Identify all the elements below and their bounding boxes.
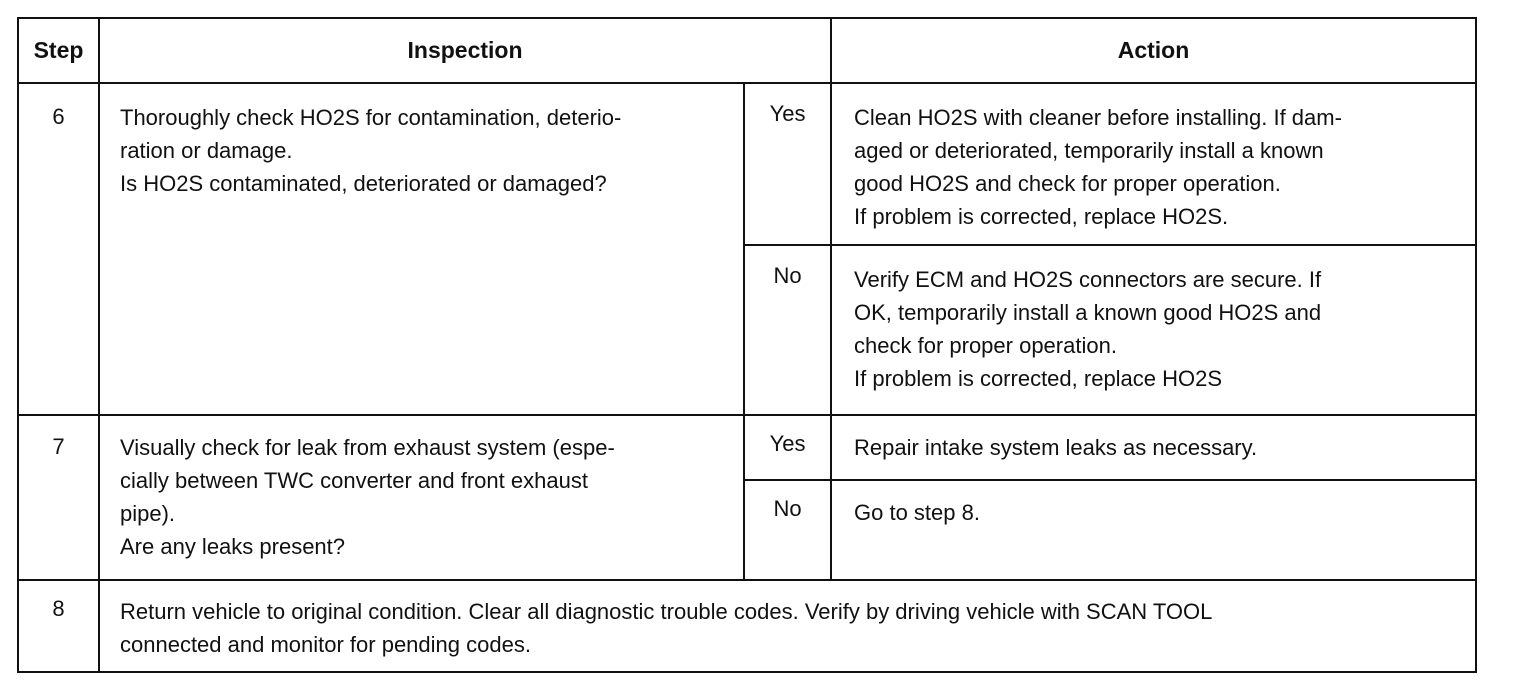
step-number: 8 xyxy=(18,580,99,672)
action-line: If problem is corrected, replace HO2S. xyxy=(854,204,1229,229)
action-line: good HO2S and check for proper operation. xyxy=(854,171,1281,196)
diagnostic-table xyxy=(17,17,1477,673)
table-row xyxy=(18,580,1476,672)
action-line: Repair intake system leaks as necessary. xyxy=(854,435,1258,460)
header-row xyxy=(18,18,1476,83)
no-label: No xyxy=(744,480,831,580)
header-action: Action xyxy=(831,18,1476,83)
full-width-cell xyxy=(99,580,1476,672)
inspection-line: pipe). xyxy=(120,501,176,526)
yes-action-cell xyxy=(831,83,1476,245)
step-number: 7 xyxy=(18,415,99,580)
header-step: Step xyxy=(18,18,99,83)
inspection-cell xyxy=(99,415,744,580)
inspection-line: Thoroughly check HO2S for contamination, deterio- xyxy=(120,105,622,130)
action-line: check for proper operation. xyxy=(854,333,1117,358)
inspection-line: cially between TWC converter and front exhaust xyxy=(120,468,588,493)
action-line: Clean HO2S with cleaner before installing. If dam- xyxy=(854,105,1342,130)
action-line: OK, temporarily install a known good HO2S and xyxy=(854,300,1322,325)
action-line: Verify ECM and HO2S connectors are secure. If xyxy=(854,267,1322,292)
inspection-line: Are any leaks present? xyxy=(120,534,346,559)
table-row xyxy=(18,83,1476,245)
inspection-line: Is HO2S contaminated, deteriorated or damaged? xyxy=(120,171,607,196)
no-action-cell xyxy=(831,245,1476,415)
inspection-line: ration or damage. xyxy=(120,138,293,163)
action-line: If problem is corrected, replace HO2S xyxy=(854,366,1223,391)
yes-label: Yes xyxy=(744,415,831,480)
yes-action-cell xyxy=(831,415,1476,480)
action-line: Go to step 8. xyxy=(854,500,980,525)
action-line: aged or deteriorated, temporarily install a known xyxy=(854,138,1324,163)
no-label: No xyxy=(744,245,831,415)
action-line: Return vehicle to original condition. Clear all diagnostic trouble codes. Verify by driving vehicle with SCAN TOOL xyxy=(120,599,1213,624)
inspection-cell xyxy=(99,83,744,415)
yes-label: Yes xyxy=(744,83,831,245)
step-number: 6 xyxy=(18,83,99,415)
inspection-line: Visually check for leak from exhaust system (espe- xyxy=(120,435,615,460)
table-row xyxy=(18,415,1476,480)
header-inspection: Inspection xyxy=(99,18,831,83)
no-action-cell xyxy=(831,480,1476,580)
action-line: connected and monitor for pending codes. xyxy=(120,632,531,657)
